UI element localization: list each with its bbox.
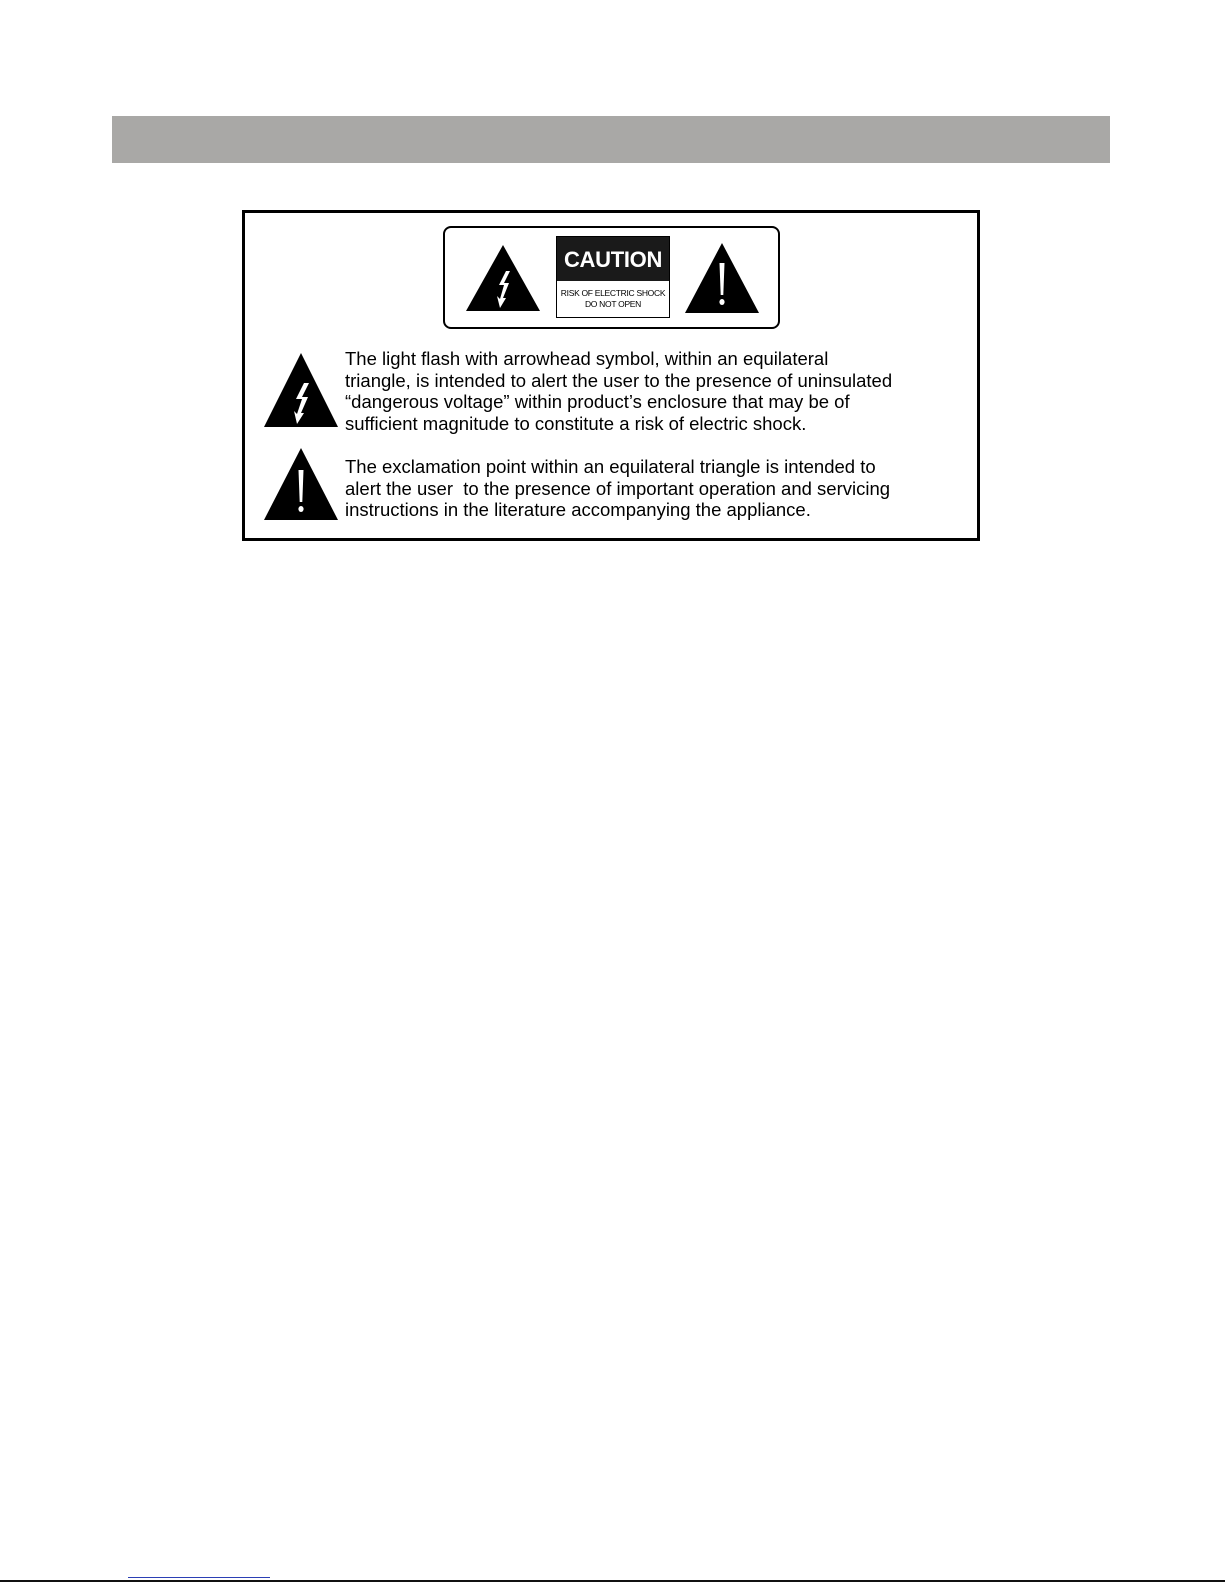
- shock-explanation-line: triangle, is intended to alert the user to the presence of uninsulated: [345, 369, 893, 391]
- exclamation-explanation-line: alert the user to the presence of important operation and servicing: [345, 477, 891, 499]
- shock-explanation-line: The light flash with arrowhead symbol, within an equilateral: [345, 348, 829, 369]
- exclamation-triangle-icon: [264, 448, 338, 520]
- shock-explanation-line: sufficient magnitude to constitute a risk of electric shock.: [345, 412, 807, 434]
- exclamation-triangle-icon: [685, 243, 759, 313]
- lightning-triangle-icon: [264, 353, 338, 427]
- exclamation-symbol-explanation: [345, 456, 890, 521]
- caution-risk-text: RISK OF ELECTRIC SHOCK: [560, 288, 666, 298]
- exclamation-explanation-line: The exclamation point within an equilateral triangle is intended to: [345, 456, 876, 477]
- caution-title: CAUTION: [557, 237, 669, 281]
- shock-symbol-explanation: [345, 348, 892, 434]
- shock-explanation-line: “dangerous voltage” within product’s enclosure that may be of: [345, 391, 850, 412]
- caution-sign: [556, 236, 670, 318]
- page-bottom-rule: [0, 1580, 1225, 1582]
- footer-link-underline: [128, 1577, 270, 1578]
- caution-do-not-open-text: DO NOT OPEN: [584, 299, 642, 309]
- lightning-triangle-icon: [466, 245, 540, 311]
- section-header-bar: [112, 116, 1110, 163]
- exclamation-explanation-line: instructions in the literature accompanying the appliance.: [345, 499, 811, 520]
